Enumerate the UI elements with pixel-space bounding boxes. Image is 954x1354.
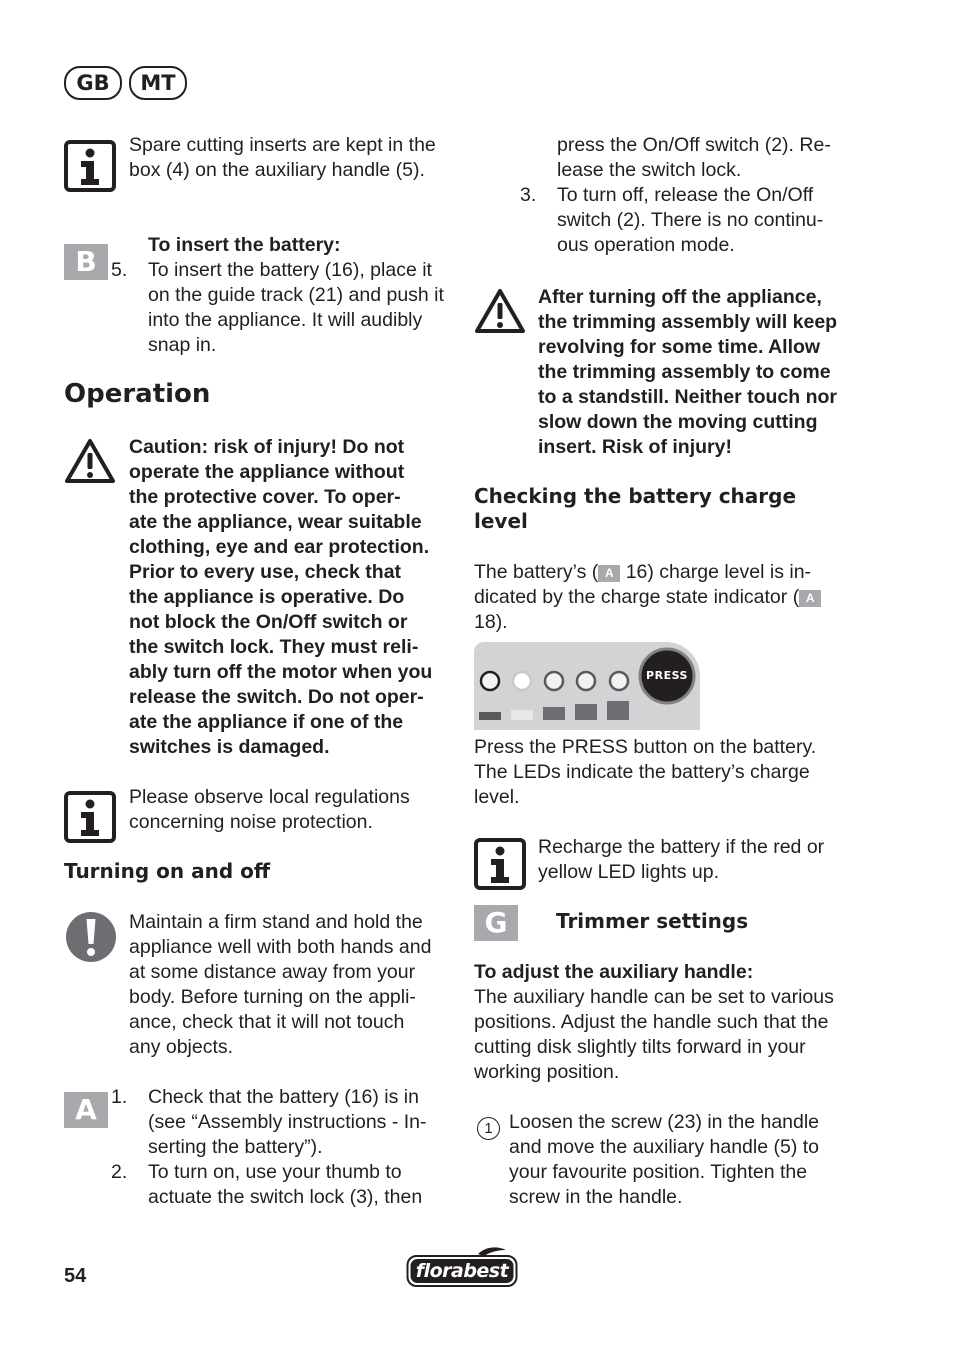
list-number: 3. [520,184,537,206]
led-2 [513,672,531,690]
figure-ref-tag: A [799,590,821,607]
florabest-logo [406,1246,518,1288]
notice-text [129,910,454,1060]
paragraph-line: Press the PRESS button on the battery. [474,736,817,758]
level-bar-1 [479,712,501,720]
section-title-operation: Operation [64,379,211,409]
paragraph-line: Loosen the screw (23) in the handle [509,1111,820,1133]
section-title-trimmer-settings: Trimmer settings [556,909,749,933]
figure-ref-tag: A [598,565,620,582]
step-line: lease the switch lock. [557,159,742,181]
info-icon [474,838,526,890]
caution-line: release the switch. Do not oper- [129,686,424,708]
warning-line: the trimming assembly will keep [538,311,838,333]
info-text-recharge [538,835,868,885]
warning-triangle-icon [64,438,116,484]
info-line: concerning noise protection. [129,811,373,833]
paragraph-line: level. [474,786,520,808]
warning-triangle-icon [474,288,526,334]
notice-line: body. Before turning on the appli- [129,986,416,1008]
caution-line: not block the On/Off switch or [129,611,408,633]
level-bar-4 [575,704,597,720]
heading-line: Checking the battery charge [474,484,797,508]
insert-battery-heading: To insert the battery: [148,234,341,256]
insert-battery-text: To insert the battery (16), place it on the guide track (21) and push it into the appliance. It will audibly snap in. [148,259,444,356]
circled-step-number: 1 [477,1117,500,1140]
step-1-text [148,1085,458,1160]
step-line: actuate the switch lock (3), then [148,1186,423,1208]
language-badge-gb: GB [64,66,122,100]
paragraph-line: positions. Adjust the handle such that the [474,1011,829,1033]
led-3 [545,672,563,690]
caution-line: Prior to every use, check that [129,561,402,583]
warning-line: insert. Risk of injury! [538,436,732,458]
level-bar-2 [511,710,533,720]
step-badge-b: B [64,244,108,280]
step-3-text [557,183,877,258]
step-badge-a: A [64,1092,108,1128]
paragraph-line: your favourite position. Tighten the [509,1161,808,1183]
page-number: 54 [64,1265,87,1287]
loosen-screw-text [509,1110,869,1210]
step-line: serting the battery”). [148,1136,323,1158]
step-line: To turn on, use your thumb to [148,1161,402,1183]
warning-line: After turning off the appliance, [538,286,822,308]
caution-line: ably turn off the motor when you [129,661,433,683]
warning-text-after-off [538,285,868,460]
notice-line: any objects. [129,1036,234,1058]
section-title-battery-charge [474,484,854,534]
paragraph-line [474,560,854,585]
press-button-label: PRESS [646,669,688,682]
section-title-turning: Turning on and off [64,859,271,883]
notice-line: appliance well with both hands and [129,936,432,958]
text-fragment: 16) charge level is in- [620,561,812,583]
paragraph-line: The LEDs indicate the battery’s charge [474,761,810,783]
logo-text: florabest [415,1260,509,1282]
charge-indicator-graphic [474,642,700,730]
paragraph-line: working position. [474,1061,620,1083]
caution-line: ate the appliance if one of the [129,711,404,733]
caution-line: the protective cover. To oper- [129,486,401,508]
info-text-noise [129,785,449,835]
caution-line: Caution: risk of injury! Do not [129,436,405,458]
led-5 [610,672,628,690]
step-2-text [148,1160,458,1210]
step-line: ous operation mode. [557,234,735,256]
level-bar-5 [607,701,629,720]
paragraph-line: 18). [474,611,508,633]
caution-line: switches is damaged. [129,736,330,758]
caution-text [129,435,459,760]
led-4 [577,672,595,690]
language-badge-mt: MT [129,66,187,100]
adjust-handle-heading: To adjust the auxiliary handle: [474,961,754,983]
level-bar-3 [543,707,565,720]
info-icon [64,140,116,192]
step-line: press the On/Off switch (2). Re- [557,134,831,156]
caution-line: clothing, eye and ear protection. [129,536,430,558]
caution-line: operate the appliance without [129,461,405,483]
caution-line: ate the appliance, wear suitable [129,511,422,533]
adjust-handle-text [474,985,874,1085]
step-line: switch (2). There is no continu- [557,209,824,231]
text-fragment: The battery’s ( [474,561,599,583]
notice-line: ance, check that it will not touch [129,1011,405,1033]
info-line: Please observe local regulations [129,786,410,808]
paragraph-line: screw in the handle. [509,1186,683,1208]
warning-line: the trimming assembly to come [538,361,831,383]
press-instructions [474,735,874,810]
warning-line: slow down the moving cutting [538,411,818,433]
info-icon [64,791,116,843]
paragraph-line: cutting disk slightly tilts forward in your [474,1036,806,1058]
charge-indicator-illustration [474,642,700,730]
paragraph-line: and move the auxiliary handle (5) to [509,1136,820,1158]
step-badge-g: G [474,905,518,941]
battery-paragraph [474,560,854,635]
step-line: To turn off, release the On/Off [557,184,814,206]
notice-line: Maintain a firm stand and hold the [129,911,423,933]
led-1 [481,672,499,690]
notice-line: at some distance away from your [129,961,416,983]
info-line: yellow LED lights up. [538,861,720,883]
paragraph-line: The auxiliary handle can be set to various [474,986,834,1008]
exclamation-circle-icon [64,910,118,964]
list-number: 2. [111,1161,128,1183]
text-fragment: dicated by the charge state indicator ( [474,586,800,608]
heading-line: level [474,509,528,533]
step-line: Check that the battery (16) is in [148,1086,419,1108]
warning-line: revolving for some time. Allow [538,336,821,358]
warning-line: to a standstill. Neither touch nor [538,386,838,408]
info-line: Recharge the battery if the red or [538,836,825,858]
step-2-continued-text [557,133,877,183]
list-number: 1. [111,1086,128,1108]
caution-line: the switch lock. They must reli- [129,636,419,658]
step-line: (see “Assembly instructions - In- [148,1111,427,1133]
caution-line: the appliance is operative. Do [129,586,405,608]
info-text-spare-inserts: Spare cutting inserts are kept in the box (4) on the auxiliary handle (5). [129,134,436,181]
list-number: 5. [111,259,128,281]
paragraph-line [474,585,854,610]
